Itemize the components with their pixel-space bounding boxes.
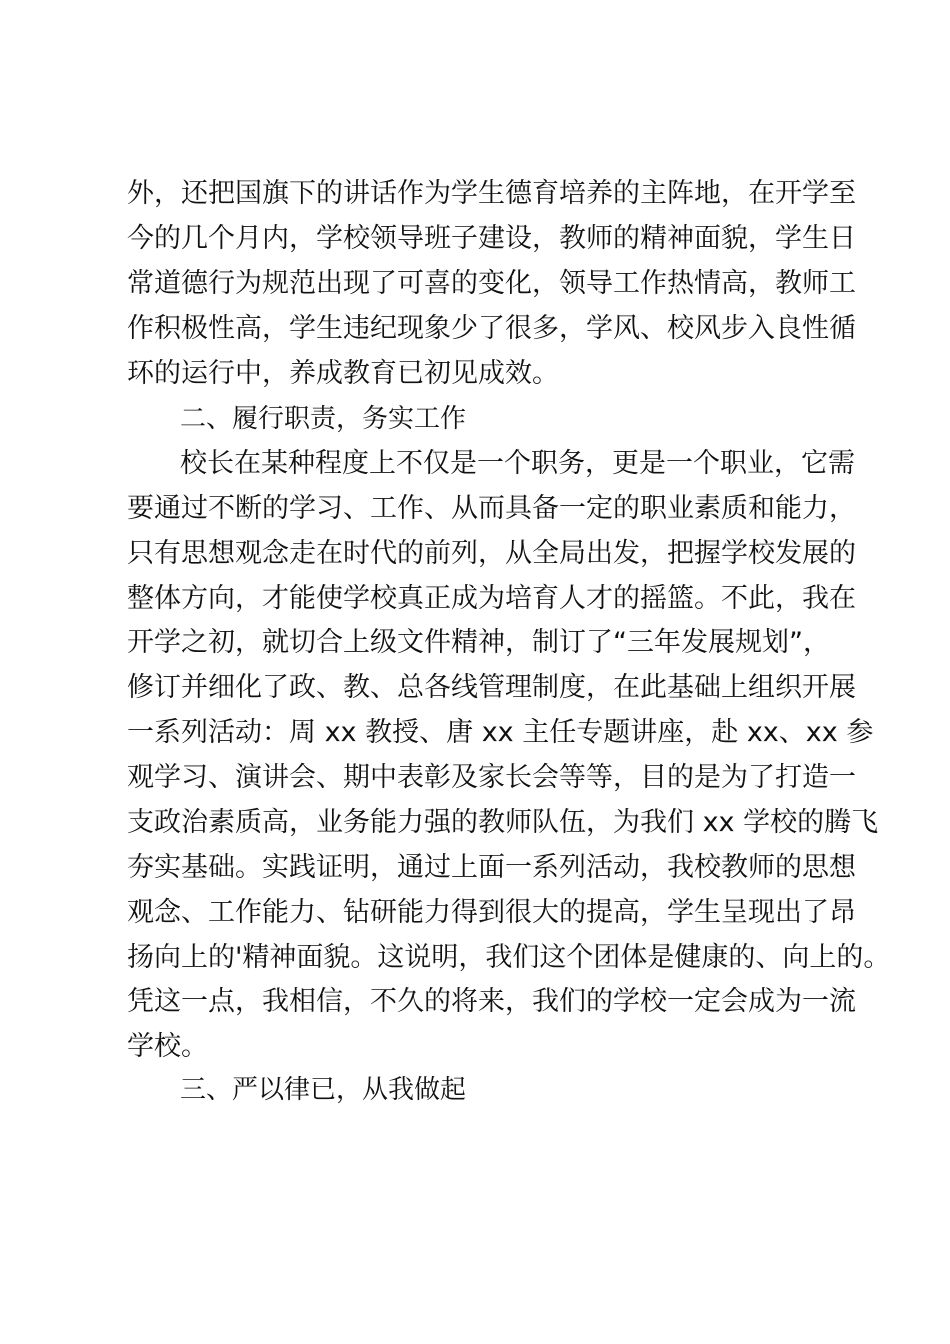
section-heading: 三、严以律已，从我做起 — [180, 1075, 467, 1105]
body-text-line: 只有思想观念走在时代的前列，从全局出发，把握学校发展的 — [127, 538, 856, 569]
body-text-line: 今的几个月内，学校领导班子建设，教师的精神面貌，学生日 — [127, 223, 856, 254]
body-text-line: 要通过不断的学习、工作、从而具备一定的职业素质和能力， — [127, 493, 856, 524]
body-text-line: 整体方向，才能使学校真正成为培育人才的摇篮。不此，我在 — [127, 583, 856, 614]
body-text-line: 常道德行为规范出现了可喜的变化，领导工作热情高，教师工 — [127, 268, 856, 299]
body-text-line: 一系列活动：周 xx 教授、唐 xx 主任专题讲座，赴 xx、xx 参 — [127, 717, 874, 748]
body-text-line: 开学之初，就切合上级文件精神，制订了“三年发展规划”， — [127, 627, 830, 658]
body-text-line: 扬向上的'精神面貌。这说明，我们这个团体是健康的、向上的。 — [127, 942, 891, 973]
body-text-line: 校长在某种程度上不仅是一个职务，更是一个职业，它需 — [180, 448, 855, 479]
section-heading: 二、履行职责，务实工作 — [180, 404, 467, 434]
body-text-line: 夯实基础。实践证明，通过上面一系列活动，我校教师的思想 — [127, 852, 856, 883]
body-text-line: 外，还把国旗下的讲话作为学生德育培养的主阵地，在开学至 — [127, 178, 856, 209]
body-text-line: 作积极性高，学生违纪现象少了很多，学风、校风步入良性循 — [127, 313, 856, 344]
body-text-line: 凭这一点，我相信，不久的将来，我们的学校一定会成为一流 — [127, 986, 856, 1017]
body-text-line: 修订并细化了政、教、总各线管理制度，在此基础上组织开展 — [127, 672, 856, 703]
body-text-line: 观念、工作能力、钻研能力得到很大的提高，学生呈现出了昂 — [127, 897, 856, 928]
body-text-line: 观学习、演讲会、期中表彰及家长会等等，目的是为了打造一 — [127, 762, 856, 793]
body-text-line: 环的运行中，养成教育已初见成效。 — [127, 358, 559, 389]
body-text-line: 支政治素质高，业务能力强的教师队伍，为我们 xx 学校的腾飞 — [127, 807, 879, 838]
body-text-line: 学校。 — [127, 1031, 208, 1062]
